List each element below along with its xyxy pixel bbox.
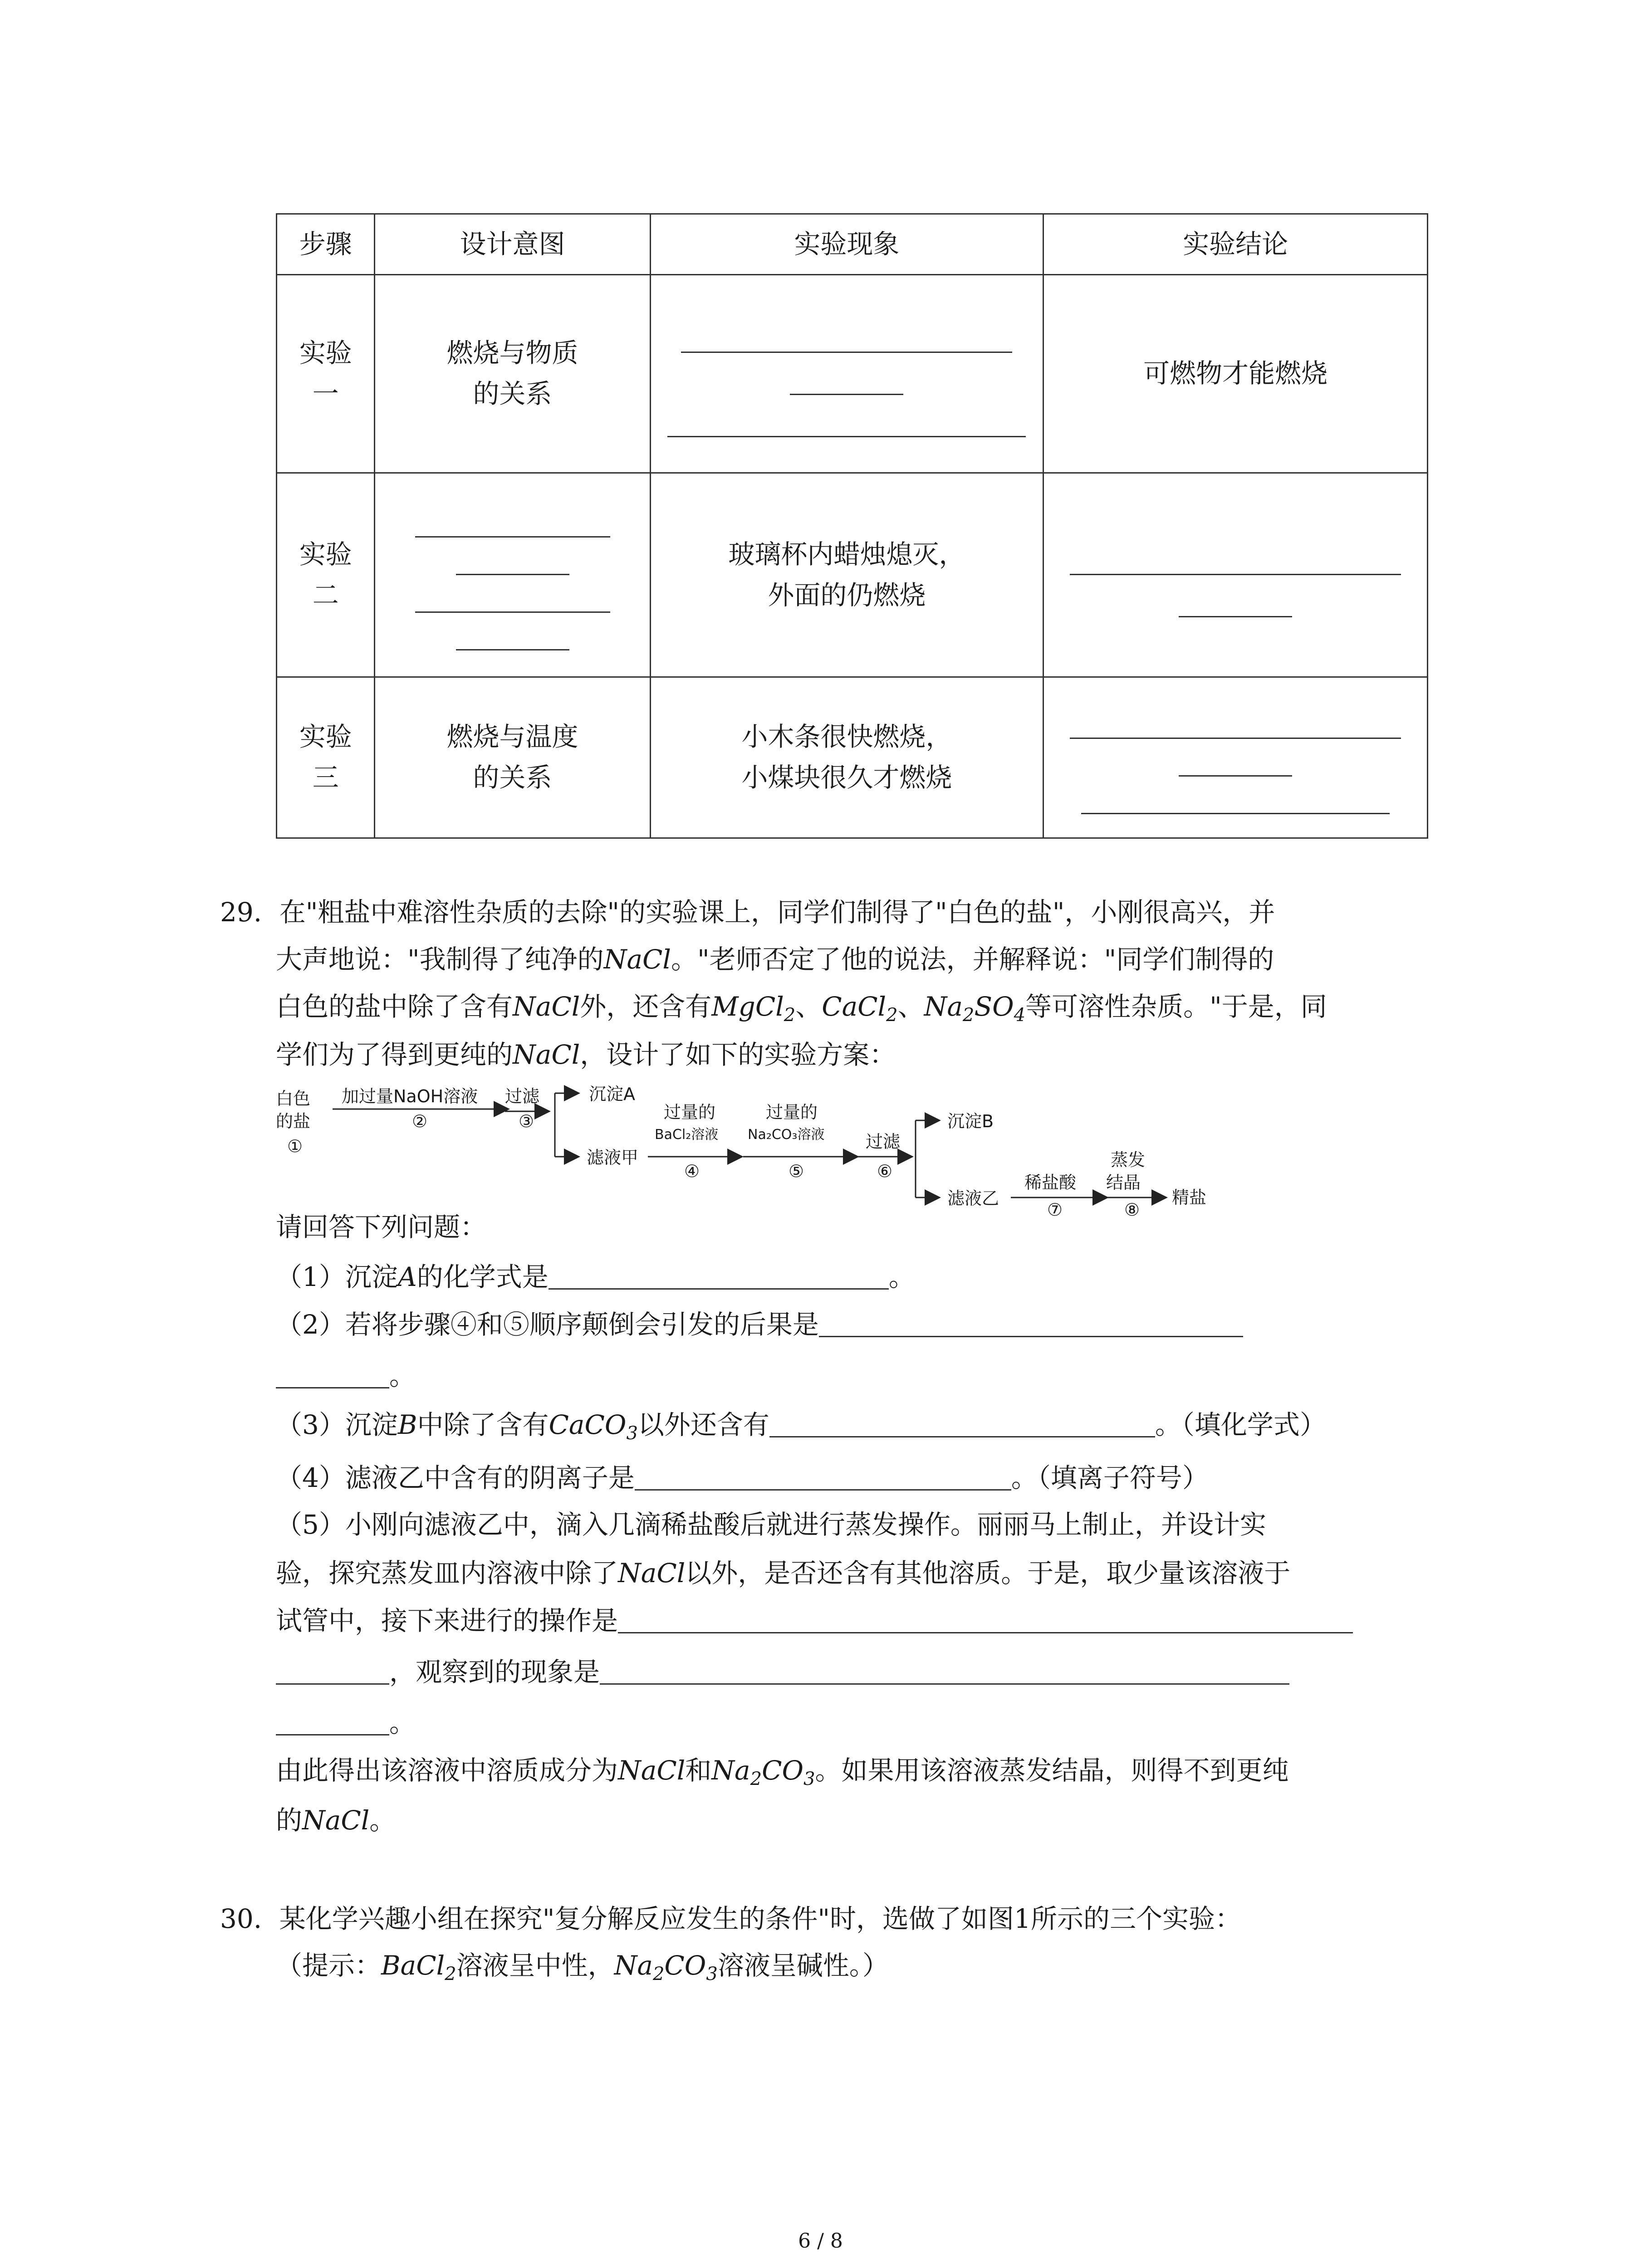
question-text: 、 (897, 991, 924, 1022)
process-flowchart (276, 1084, 1238, 1220)
question-text: 中除了含有 (417, 1409, 549, 1440)
formula (614, 1950, 718, 1984)
question-29-conclusion-line-2 (276, 1801, 396, 1840)
answer-blank-line[interactable] (1179, 575, 1292, 617)
cell-text: 实验 (299, 721, 352, 753)
formula: B (397, 1409, 417, 1440)
flow-reagent-label: 过量的 (766, 1102, 818, 1122)
formula-subscript: 3 (626, 1423, 638, 1444)
question-text: 的化学式是 (416, 1261, 549, 1292)
formula-subscript: 2 (652, 1964, 665, 1984)
cell-text: 小木条很快燃烧， (741, 721, 952, 753)
flow-reagent-label: 过量的 (664, 1102, 716, 1122)
table-cell-phenomenon-blank[interactable] (650, 275, 1043, 473)
flow-product-label: 滤液乙 (947, 1188, 999, 1208)
question-text: 白色的盐中除了含有 (276, 991, 513, 1022)
question-text: （3）沉淀 (276, 1409, 398, 1440)
table-cell-phenomenon (650, 473, 1043, 677)
flow-step-number: ③ (519, 1111, 534, 1131)
experiment-table (276, 213, 1428, 839)
cell-text: 的关系 (473, 762, 552, 793)
answer-blank-line[interactable] (1070, 701, 1401, 739)
table-cell-step (277, 473, 375, 677)
formula-text: CaCl (822, 991, 887, 1022)
flow-step-number: ⑧ (1124, 1200, 1140, 1220)
cell-text: 可燃物才能燃烧 (1143, 358, 1328, 389)
question-29-line-2 (276, 940, 1274, 979)
table-cell-intent (375, 677, 650, 838)
cell-text: 外面的仍燃烧 (768, 579, 926, 611)
question-text: 。（填化学式） (1155, 1409, 1326, 1440)
formula (711, 991, 796, 1026)
table-row (277, 275, 1428, 473)
formula-text: MgCl (711, 991, 784, 1022)
flow-operation-label: 过滤 (505, 1086, 540, 1106)
answer-blank-line[interactable] (549, 1260, 889, 1290)
formula: NaCl (618, 1558, 686, 1589)
formula-subscript: 3 (803, 1769, 815, 1789)
formula-subscript: 2 (886, 1005, 898, 1026)
answer-blank-line[interactable] (635, 1461, 1011, 1491)
question-text: 、 (795, 991, 822, 1022)
flow-product-label: 滤液甲 (587, 1148, 639, 1168)
question-29-prompt: 请回答下列问题： (276, 1212, 487, 1242)
formula (924, 991, 1026, 1026)
question-29-line-4 (276, 1035, 896, 1074)
answer-blank-line[interactable] (276, 1706, 389, 1735)
question-text: 某化学兴趣小组在探究"复分解反应发生的条件"时，选做了如图1所示的三个实验： (279, 1903, 1241, 1934)
answer-blank-line[interactable] (1081, 777, 1390, 814)
flow-step-number: ② (412, 1111, 428, 1131)
table-cell-step (277, 677, 375, 838)
question-text: 由此得出该溶液中溶质成分为 (276, 1755, 618, 1786)
sub-question-5-line-5 (276, 1703, 416, 1742)
question-text: （2）若将步骤④和⑤顺序颠倒会引发的后果是 (276, 1309, 819, 1340)
question-number: 29. (220, 897, 262, 928)
answer-blank-line[interactable] (1070, 533, 1401, 575)
table-cell-step (277, 275, 375, 473)
formula: NaCl (513, 991, 580, 1022)
question-text: 。（填离子符号） (1011, 1462, 1209, 1493)
table-header-cell: 实验结论 (1043, 214, 1428, 275)
question-30-hint (276, 1946, 889, 1985)
question-text: 以外，是否还含有其他溶质。于是，取少量该溶液于 (685, 1558, 1291, 1589)
flow-step-number: ⑦ (1047, 1200, 1063, 1220)
cell-text: 实验 (299, 337, 352, 369)
sub-question-5-line-4 (276, 1652, 1289, 1691)
answer-blank-line[interactable] (276, 1359, 389, 1388)
formula (381, 1950, 456, 1984)
formula-subscript: 2 (750, 1769, 762, 1789)
formula-subscript: 4 (1014, 1005, 1026, 1026)
question-text: 。 (369, 1805, 396, 1836)
formula (711, 1755, 815, 1789)
formula-text: BaCl (381, 1950, 445, 1981)
formula-text: Na (614, 1950, 653, 1981)
sub-question-5-line-1: （5）小刚向滤液乙中，滴入几滴稀盐酸后就进行蒸发操作。丽丽马上制止，并设计实 (276, 1509, 1266, 1540)
table-cell-conclusion (1043, 275, 1428, 473)
answer-blank-line[interactable] (769, 1408, 1155, 1437)
cell-text: 小煤块很久才燃烧 (741, 762, 952, 793)
question-text: 。 (389, 1360, 416, 1391)
question-text: ，设计了如下的实验方案： (580, 1039, 896, 1070)
cell-text: 的关系 (473, 378, 552, 409)
formula (822, 991, 898, 1026)
answer-blank-line[interactable] (456, 613, 569, 650)
flow-reagent-label: 稀盐酸 (1024, 1173, 1077, 1193)
table-cell-intent-blank[interactable] (375, 473, 650, 677)
formula-text: CO (664, 1950, 706, 1981)
sub-question-2-continued (276, 1356, 416, 1395)
formula (549, 1409, 638, 1444)
answer-blank-line[interactable] (618, 1604, 1353, 1633)
answer-blank-line[interactable] (667, 395, 1026, 437)
answer-blank-line[interactable] (415, 575, 610, 613)
question-29-conclusion-line-1 (276, 1751, 1289, 1790)
answer-blank-line[interactable] (456, 538, 569, 575)
flow-reagent-label: Na₂CO₃溶液 (748, 1127, 825, 1143)
question-text: 溶液呈碱性。） (717, 1950, 889, 1981)
flow-reagent-label: BaCl₂溶液 (655, 1127, 719, 1143)
formula: A (397, 1261, 417, 1292)
flow-reagent-label: 加过量NaOH溶液 (342, 1086, 478, 1106)
formula-subscript: 2 (445, 1964, 456, 1984)
formula-subscript: 2 (962, 1005, 975, 1026)
question-text: 。"老师否定了他的说法，并解释说："同学们制得的 (671, 944, 1274, 975)
question-text: 。 (389, 1707, 416, 1738)
table-header-row (277, 214, 1428, 275)
formula-subscript: 2 (784, 1005, 796, 1026)
flow-final-product: 精盐 (1172, 1188, 1207, 1207)
question-text: 在"粗盐中难溶性杂质的去除"的实验课上，同学们制得了"白色的盐"，小刚很高兴，并 (279, 897, 1275, 928)
table-row (277, 473, 1428, 677)
question-text: 以外还含有 (637, 1409, 769, 1440)
formula: NaCl (618, 1755, 686, 1786)
flow-step-number: ① (287, 1136, 303, 1156)
formula-text: CaCO (549, 1409, 627, 1440)
answer-blank-line[interactable] (790, 353, 903, 395)
flow-operation-label: 结晶 (1106, 1173, 1141, 1193)
answer-blank-line[interactable] (600, 1655, 1289, 1685)
formula-text: CO (762, 1755, 804, 1786)
cell-text: 二 (312, 579, 339, 611)
formula-text: SO (974, 991, 1014, 1022)
flow-start-label: 的盐 (276, 1111, 311, 1131)
cell-text: 燃烧与温度 (446, 721, 578, 753)
question-30-line-1 (220, 1899, 1241, 1938)
question-29-line-1 (220, 893, 1275, 932)
flow-product-label: 沉淀A (589, 1084, 635, 1104)
answer-blank-line[interactable] (1179, 739, 1292, 777)
question-text: 验，探究蒸发皿内溶液中除了 (276, 1558, 618, 1589)
question-text: （提示： (276, 1950, 382, 1981)
formula: NaCl (513, 1039, 580, 1070)
cell-text: 燃烧与物质 (446, 337, 578, 369)
formula-text: Na (711, 1755, 750, 1786)
formula: NaCl (603, 944, 671, 975)
table-cell-intent (375, 275, 650, 473)
table-row (277, 677, 1428, 838)
question-text: 大声地说："我制得了纯净的 (276, 944, 604, 975)
table-cell-phenomenon (650, 677, 1043, 838)
question-text: 外，还含有 (580, 991, 712, 1022)
question-text: 等可溶性杂质。"于是，同 (1025, 991, 1327, 1022)
flow-operation-label: 过滤 (866, 1132, 901, 1152)
answer-blank-line[interactable] (276, 1655, 389, 1685)
question-text: 学们为了得到更纯的 (276, 1039, 513, 1070)
sub-question-5-line-3 (276, 1601, 1353, 1640)
flow-product-label: 沉淀B (947, 1111, 994, 1131)
table-header-cell: 实验现象 (650, 214, 1043, 275)
question-text: 溶液呈中性， (456, 1950, 614, 1981)
cell-text: 三 (312, 762, 339, 793)
question-text: 的 (276, 1805, 303, 1836)
cell-text: 实验 (299, 538, 352, 570)
table-cell-conclusion-blank[interactable] (1043, 677, 1428, 838)
sub-question-5-line-2 (276, 1554, 1290, 1593)
sub-question-1 (276, 1257, 915, 1296)
table-header-cell: 步骤 (277, 214, 375, 275)
page-number: 6 / 8 (798, 2229, 843, 2253)
sub-question-2 (276, 1305, 1243, 1344)
question-text: 试管中，接下来进行的操作是 (276, 1605, 618, 1636)
flow-operation-label: 蒸发 (1111, 1150, 1146, 1170)
flow-step-number: ⑤ (789, 1161, 804, 1181)
cell-text: 一 (312, 378, 339, 409)
question-text: 。 (888, 1261, 915, 1292)
table-header-cell: 设计意图 (375, 214, 650, 275)
table-cell-conclusion-blank[interactable] (1043, 473, 1428, 677)
cell-text: 玻璃杯内蜡烛熄灭， (728, 538, 965, 570)
question-29-line-3 (276, 987, 1327, 1026)
question-number: 30. (220, 1903, 262, 1934)
sub-question-4 (276, 1458, 1209, 1497)
flow-step-number: ⑥ (877, 1161, 893, 1181)
answer-blank-line[interactable] (415, 500, 610, 538)
formula-subscript: 3 (706, 1964, 718, 1984)
question-text: （1）沉淀 (276, 1261, 398, 1292)
formula: NaCl (302, 1805, 370, 1836)
question-text: 。如果用该溶液蒸发结晶，则得不到更纯 (815, 1755, 1289, 1786)
flow-start-label: 白色 (276, 1089, 311, 1109)
formula-text: Na (924, 991, 963, 1022)
question-text: （4）滤液乙中含有的阴离子是 (276, 1462, 635, 1493)
question-text: ，观察到的现象是 (389, 1657, 600, 1687)
answer-blank-line[interactable] (819, 1308, 1243, 1337)
sub-question-3 (276, 1405, 1326, 1444)
flow-step-number: ④ (684, 1161, 700, 1181)
question-text: 和 (685, 1755, 712, 1786)
answer-blank-line[interactable] (681, 311, 1012, 353)
